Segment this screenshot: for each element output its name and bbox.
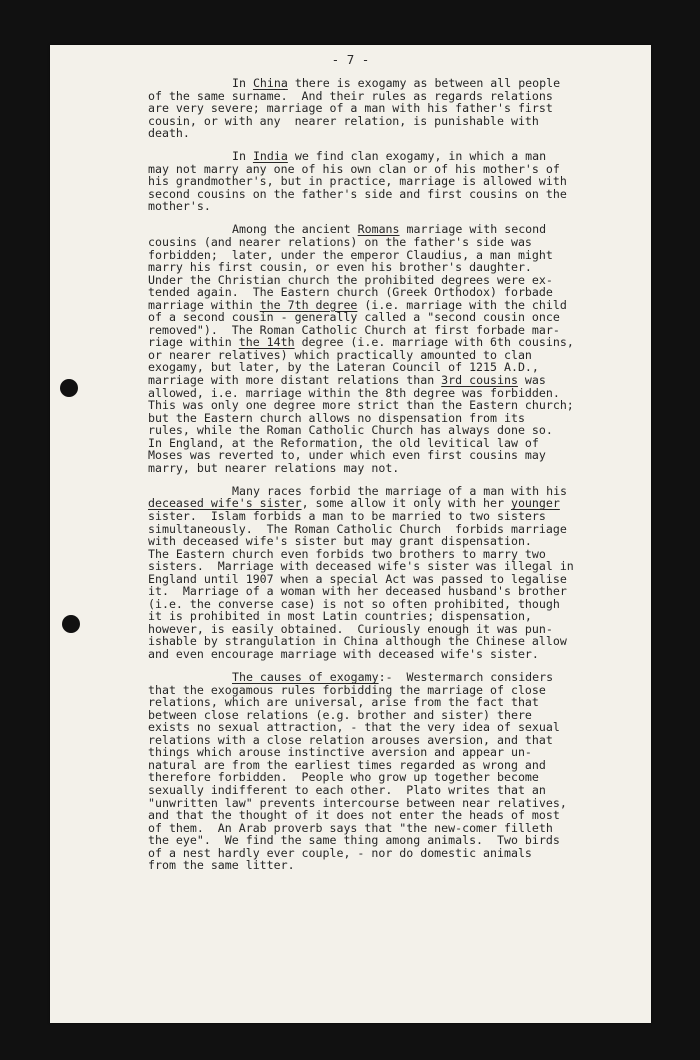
text-segment: "unwritten law" prevents intercourse between near relatives, [148,795,567,810]
text-line [148,859,608,872]
page-number: - 7 - [331,52,370,67]
text-segment: forbidden; later, under the emperor Claudius, a man might [148,247,553,262]
text-segment: of a nest hardly ever couple, - nor do domestic animals [148,845,532,860]
body-text [148,77,608,882]
text-segment: In [232,149,253,164]
text-segment: , some allow it only with her [301,496,511,511]
paragraph [148,77,608,140]
text-segment: rules, while the Roman Catholic Church has always done so. [148,423,553,438]
text-segment: ishable by strangulation in China although the Chinese allow [148,634,567,649]
paragraph [148,150,608,213]
text-segment: and that the thought of it does not enter the heads of most [148,808,560,823]
text-segment: (i.e. marriage with the child [357,297,567,312]
punch-hole [60,379,78,397]
text-segment: we find clan exogamy, in which a man [287,149,547,164]
text-segment: The Eastern church even forbids two brothers to marry two [148,546,546,561]
text-segment: Among the ancient [232,222,358,237]
underlined-term: deceased wife's sister [148,496,302,511]
text-segment: of a second cousin - generally called a "second cousin once [148,310,560,325]
underlined-term: India [252,149,288,164]
text-segment: Under the Christian church the prohibited degrees were ex- [148,272,553,287]
text-segment: however, is easily obtained. Curiously enough it was pun- [148,621,553,636]
punch-hole [62,615,80,633]
text-segment: removed"). The Roman Catholic Church at first forbade mar- [148,322,560,337]
text-segment: second cousins on the father's side and first cousins on the [148,186,567,201]
text-segment: or nearer relatives) which practically amounted to clan [148,347,532,362]
text-line [148,127,608,140]
underlined-term: the 7th degree [259,297,358,312]
text-segment: death. [148,126,190,141]
paragraph [148,223,608,474]
text-segment: England until 1907 when a special Act was passed to legalise [148,571,567,586]
text-segment: In [232,76,253,90]
underlined-term: 3rd cousins [441,373,518,388]
text-segment: may not marry any one of his own clan or of his mother's of [148,161,560,176]
text-segment: exists no sexual attraction, - that the very idea of sexual [148,720,560,735]
text-segment: marriage within [148,297,260,312]
text-segment: are very severe; marriage of a man with his father's first [148,101,553,116]
text-line [148,200,608,213]
text-segment: tended again. The Eastern church (Greek Orthodox) forbade [148,285,553,300]
underlined-term: The causes of exogamy [232,670,379,685]
text-segment: from the same litter. [148,858,295,873]
text-line [148,462,608,475]
text-segment: marry his first cousin, or even his brother's daughter. [148,260,532,275]
text-segment: but the Eastern church allows no dispensation from its [148,410,525,425]
text-segment: In England, at the Reformation, the old levitical law of [148,435,539,450]
text-segment: cousin, or with any nearer relation, is punishable with [148,113,539,128]
text-segment: it. Marriage of a woman with her deceased husband's brother [148,584,567,599]
text-line [148,115,608,128]
text-segment: :- Westermarch considers [378,670,554,685]
paragraph [148,671,608,872]
text-segment: things which arouse instinctive aversion and appear un- [148,745,532,760]
text-segment: exogamy, but later, by the Lateran Council of 1215 A.D., [148,360,539,375]
text-segment: degree (i.e. marriage with 6th cousins, [294,335,574,350]
text-segment: natural are from the earliest times regarded as wrong and [148,757,546,772]
text-segment: his grandmother's, but in practice, marriage is allowed with [148,174,567,189]
text-segment: sister. Islam forbids a man to be married to two sisters [148,509,546,523]
text-segment: mother's. [148,199,211,214]
text-segment: relations, which are universal, arise from the fact that [148,695,539,710]
text-segment: of them. An Arab proverb says that "the new-comer filleth [148,820,553,835]
text-segment: marriage with second [399,222,547,237]
document-page [50,45,651,1023]
underlined-term: younger [510,496,560,511]
underlined-term: China [252,76,288,90]
text-segment: sexually indifferent to each other. Plato writes that an [148,782,546,797]
paragraph [148,485,608,661]
text-segment: This was only one degree more strict than the Eastern church; [148,398,574,413]
text-segment: and even encourage marriage with deceased wife's sister. [148,647,539,662]
text-segment: was [517,373,546,388]
underlined-term: the 14th [238,335,295,350]
text-segment: marry, but nearer relations may not. [148,460,400,475]
text-segment: (i.e. the converse case) is not so often prohibited, though [148,596,560,611]
text-segment: there is exogamy as between all people [287,76,561,90]
text-segment: of the same surname. And their rules as regards relations [148,88,553,103]
text-segment: the eye". We find the same thing among animals. Two birds [148,833,560,848]
text-line [148,648,608,661]
text-segment: with deceased wife's sister but may grant dispensation. [148,534,532,549]
text-segment: between close relations (e.g. brother and sister) there [148,707,532,722]
text-segment: cousins (and nearer relations) on the father's side was [148,235,532,250]
text-segment: sisters. Marriage with deceased wife's sister was illegal in [148,559,574,574]
text-segment: relations with a close relation arouses aversion, and that [148,732,553,747]
text-segment: riage within [148,335,239,350]
text-segment: marriage with more distant relations than [148,373,442,388]
text-segment: therefore forbidden. People who grow up together become [148,770,539,785]
text-segment: allowed, i.e. marriage within the 8th degree was forbidden. [148,385,560,400]
text-segment: Many races forbid the marriage of a man with his [232,483,568,498]
text-segment: simultaneously. The Roman Catholic Church forbids marriage [148,521,567,536]
text-line [148,188,608,201]
text-segment: it is prohibited in most Latin countries; dispensation, [148,609,532,624]
underlined-term: Romans [357,222,400,237]
text-segment: Moses was reverted to, under which even first cousins may [148,448,546,463]
text-segment: that the exogamous rules forbidding the marriage of close [148,682,546,697]
